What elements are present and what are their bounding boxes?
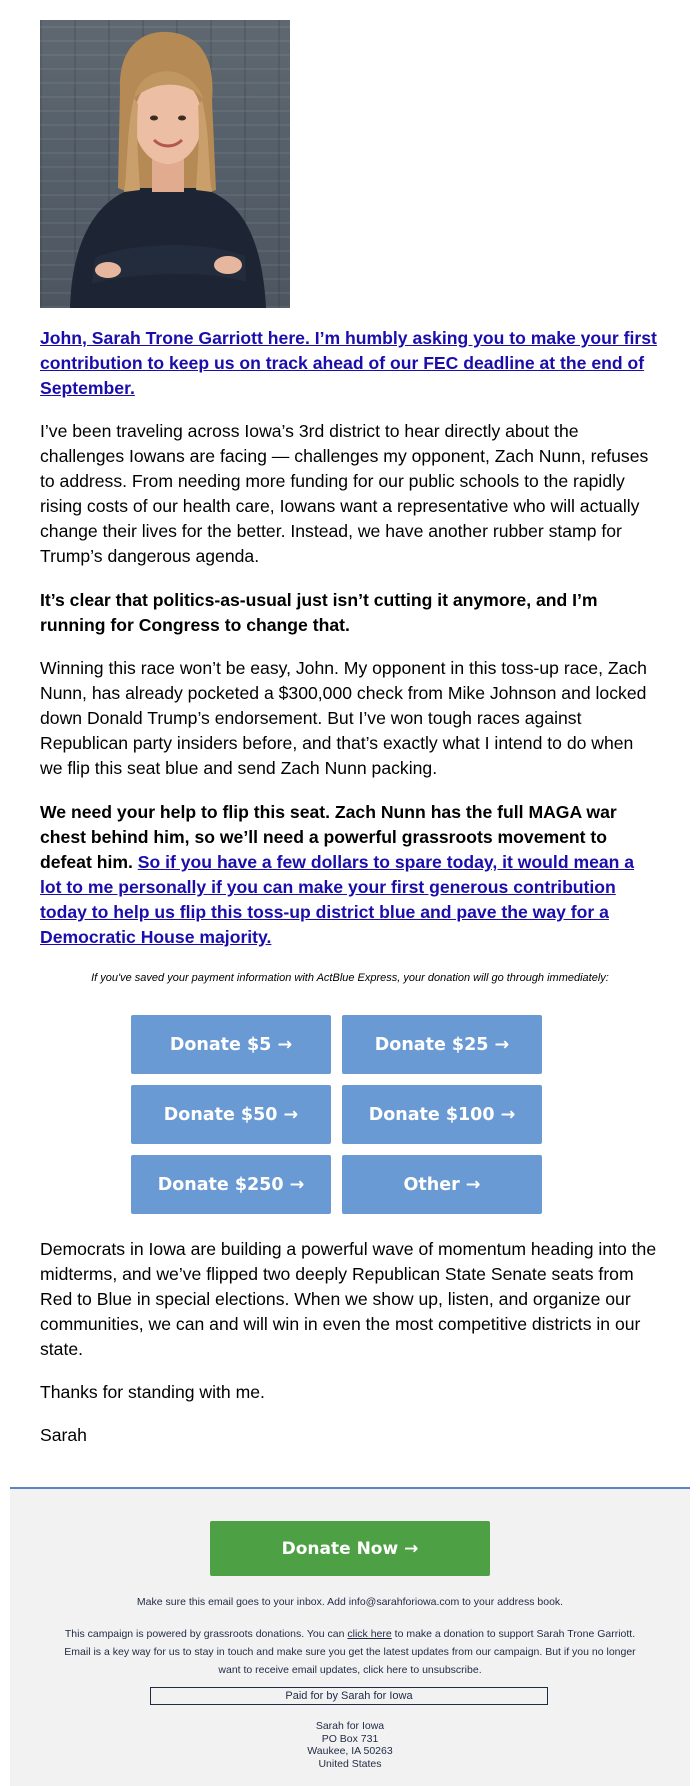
donate-click-here-link[interactable]: click here — [347, 1628, 392, 1640]
donate-5-button[interactable]: Donate $5 → — [131, 1015, 331, 1074]
footer — [10, 1487, 690, 1786]
donate-50-button[interactable]: Donate $50 → — [131, 1085, 331, 1144]
donate-25-button[interactable]: Donate $25 → — [342, 1015, 542, 1074]
donate-250-button[interactable]: Donate $250 → — [131, 1155, 331, 1214]
intro-paragraph — [40, 326, 660, 401]
powered-post: to make a donation to support Sarah Trone Garriott. — [391, 1628, 636, 1640]
paragraph-5: Democrats in Iowa are building a powerful wave of momentum heading into the midterms, and we’ve flipped two deeply Republican State Senate seats from Red to Blue in special elections. When we show up, listen, and organize our communities, we can and will win in even the most competitive districts in our state. — [40, 1239, 657, 1359]
paragraph-6: Thanks for standing with me. — [40, 1382, 265, 1402]
donate-100-button[interactable]: Donate $100 → — [342, 1085, 542, 1144]
actblue-note: If you've saved your payment information with ActBlue Express, your donation will go through immediately: — [91, 972, 609, 984]
unsubscribe-line-2[interactable]: want to receive email updates, click here to unsubscribe. — [218, 1664, 482, 1676]
address-po-box: PO Box 731 — [321, 1732, 379, 1745]
paragraph-3: Winning this race won’t be easy, John. My opponent in this toss-up race, Zach Nunn, has already pocketed a $300,000 check from Mike Johnson and locked down Donald Trump’s endorsement. But I’ve won tough races against Republican party insiders before, and that’s exactly what I intend to do when we flip this seat blue and send Zach Nunn packing. — [40, 658, 647, 778]
inbox-note: Make sure this email goes to your inbox. Add info@sarahforiowa.com to your address book. — [136, 1596, 564, 1608]
donate-now-button[interactable]: Donate Now → — [210, 1521, 490, 1576]
powered-line — [40, 1625, 660, 1643]
address-city: Waukee, IA 50263 — [307, 1745, 393, 1757]
donate-other-button[interactable]: Other → — [342, 1155, 542, 1214]
signoff: Sarah — [40, 1425, 87, 1445]
address-country: United States — [318, 1757, 382, 1770]
paragraph-4 — [40, 800, 660, 950]
paid-for-box: Paid for by Sarah for Iowa — [150, 1687, 548, 1705]
candidate-portrait-icon — [40, 20, 290, 308]
unsubscribe-line-1: Email is a key way for us to stay in touch and make sure you get the latest updates from our campaign. But if you no longer — [64, 1646, 636, 1658]
contribution-link[interactable]: So if you have a few dollars to spare today, it would mean a lot to me personally if you can make your first generous contribution today to help us flip this toss-up district blue and pave the way for a Democratic House majority. — [40, 852, 635, 947]
intro-link[interactable]: John, Sarah Trone Garriott here. I’m humbly asking you to make your first contribution to keep us on track ahead of our FEC deadline at the end of September. — [40, 328, 657, 398]
powered-pre: This campaign is powered by grassroots donations. You can — [64, 1628, 348, 1640]
paragraph-2: It’s clear that politics-as-usual just isn’t cutting it anymore, and I’m running for Congress to change that. — [40, 590, 598, 635]
candidate-photo — [40, 20, 290, 308]
address-name: Sarah for Iowa — [315, 1720, 385, 1732]
paragraph-1: I’ve been traveling across Iowa’s 3rd district to hear directly about the challenges Iowans are facing — challenges my opponent, Zach Nunn, refuses to address. From needing more funding for our public schools to the rapidly rising costs of our health care, Iowans want a representative who will actually change their lives for the better. Instead, we have another rubber stamp for Trump’s dangerous agenda. — [40, 421, 649, 566]
paragraph-4-bold: We need your help to flip this seat. Zach Nunn has the full MAGA war chest behind him, so we’ll need a powerful grassroots movement to defeat him. — [40, 802, 617, 872]
